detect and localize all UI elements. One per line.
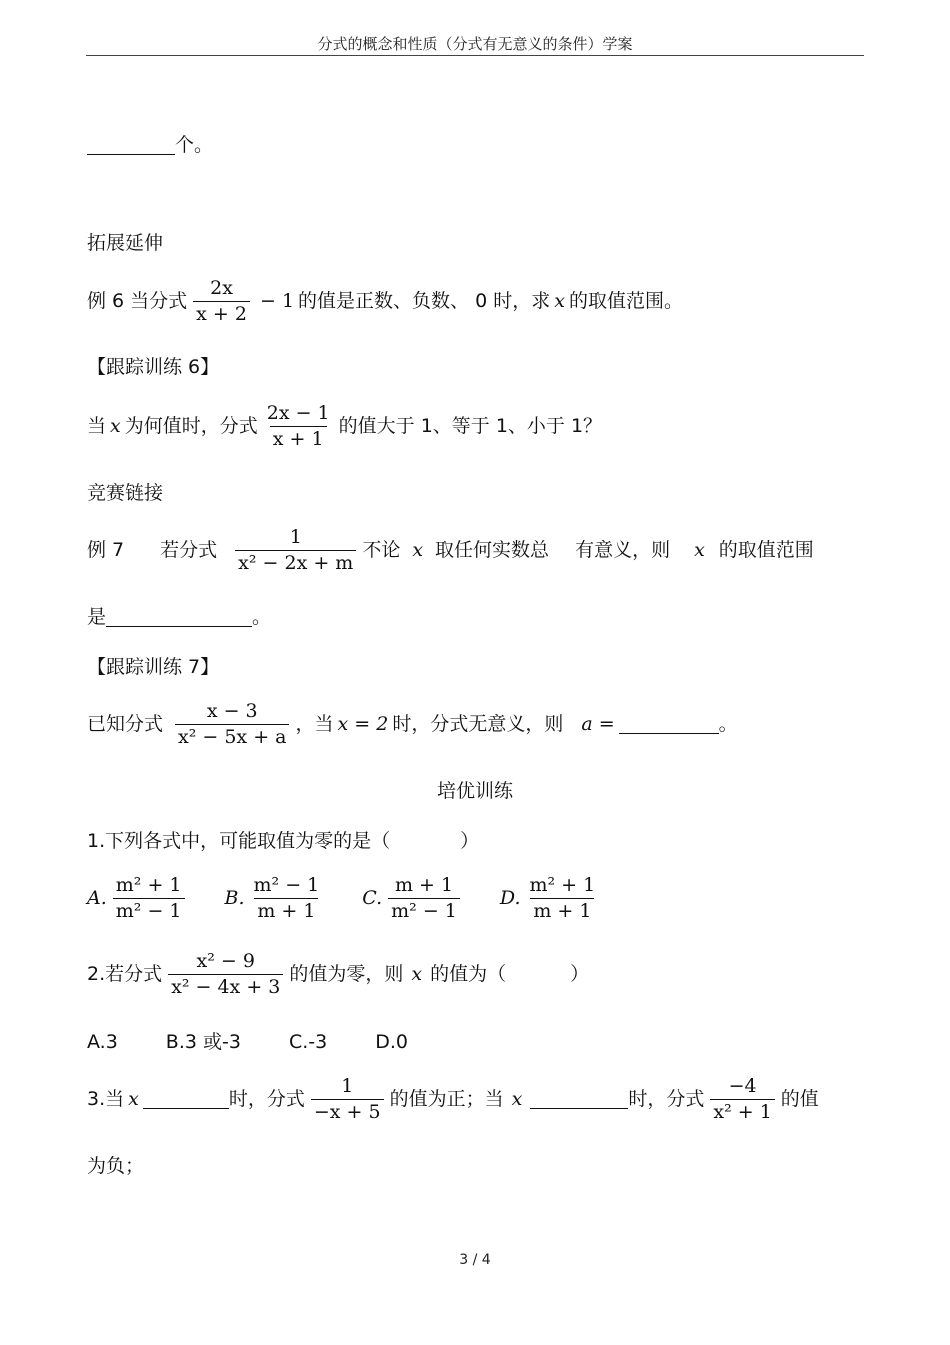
question-text: 的取值范围 [718, 539, 814, 561]
question-3 [87, 1077, 819, 1122]
fraction-denominator: m + 1 [530, 898, 594, 921]
example-6-text-end: 的取值范围。 [568, 290, 683, 312]
fraction-denominator: x² − 2x + m [235, 550, 356, 573]
example-6-text: 的值是正数、负数、 0 时，求 [298, 290, 551, 312]
question-text: 2.若分式 [87, 963, 163, 985]
question-2-fraction [168, 952, 283, 997]
example-6 [87, 279, 683, 324]
carryover-text: 个。 [175, 134, 214, 156]
question-text: 为何值时，分式 [124, 415, 258, 437]
fraction-numerator: m² − 1 [253, 874, 320, 896]
fraction-denominator: x² − 4x + 3 [168, 974, 283, 997]
example-7 [87, 528, 814, 573]
example-7-fraction [235, 528, 356, 573]
option-label: C. [362, 887, 383, 909]
choice-blank[interactable] [506, 966, 570, 984]
option-label: D. [499, 887, 521, 909]
option-d[interactable] [500, 876, 604, 921]
answer-blank[interactable] [106, 608, 252, 627]
question-text: 时，分式 [228, 1088, 305, 1110]
question-text: ） [460, 830, 480, 852]
variable-x: x [554, 290, 565, 312]
option-b[interactable] [225, 876, 329, 921]
question-3-fraction-1 [311, 1077, 384, 1122]
fraction-denominator: −x + 5 [311, 1099, 384, 1122]
question-text: ） [570, 963, 590, 985]
question-text: 不论 [362, 539, 401, 561]
fraction-denominator: x + 1 [270, 426, 327, 449]
training-7-title: 【跟踪训练 7】 [87, 656, 220, 678]
question-text: 。 [718, 713, 738, 735]
question-text: 有意义，则 [575, 539, 671, 561]
question-text: 的值为零，则 [289, 963, 404, 985]
question-1-options [87, 876, 638, 921]
answer-blank[interactable] [87, 136, 175, 155]
option-label: B. [224, 887, 245, 909]
variable-x: x [412, 539, 424, 561]
question-3-fraction-2 [710, 1077, 774, 1122]
variable-x: x [511, 1088, 523, 1110]
training-7-question [87, 702, 738, 747]
option-label: A. [87, 887, 107, 909]
example-7-continued [87, 608, 271, 627]
variable-x: x [110, 415, 121, 437]
option-b[interactable]: B.3 或-3 [165, 1031, 241, 1053]
example-7-label: 例 7 [87, 539, 125, 561]
minus-one: − 1 [259, 290, 295, 312]
question-text: 的值为（ [430, 963, 507, 985]
question-text: 时，分式 [628, 1088, 705, 1110]
training-7-fraction [175, 702, 289, 747]
option-c[interactable] [362, 876, 466, 921]
fraction-numerator: −4 [728, 1075, 757, 1097]
question-text: 的值大于 1、等于 1、小于 1？ [338, 415, 603, 437]
training-6-question [87, 404, 602, 449]
question-text: 已知分式 [87, 713, 164, 735]
fraction-numerator: x² − 9 [196, 950, 255, 972]
question-2-options [87, 1033, 408, 1052]
variable-x: x [128, 1088, 139, 1110]
option-fraction [113, 876, 185, 921]
fraction-numerator: x − 3 [206, 700, 258, 722]
question-text: 是 [87, 606, 107, 628]
answer-blank[interactable] [530, 1090, 628, 1109]
page-header: 分式的概念和性质（分式有无意义的条件）学案 [317, 35, 633, 53]
question-2 [87, 952, 589, 997]
option-d[interactable]: D.0 [375, 1031, 408, 1053]
training-6-title: 【跟踪训练 6】 [87, 356, 220, 378]
option-fraction [251, 876, 323, 921]
question-text: 时，分式无意义，则 [392, 713, 564, 735]
question-text: 3.当 [87, 1088, 125, 1110]
fraction-denominator: m² − 1 [113, 898, 185, 921]
fraction-numerator: m² + 1 [529, 874, 596, 896]
question-text: 取任何实数总 [435, 539, 550, 561]
fraction-numerator: 1 [341, 1075, 354, 1097]
fraction-numerator: 2x − 1 [266, 402, 330, 424]
option-a[interactable]: A.3 [87, 1031, 118, 1053]
fraction-denominator: x + 2 [193, 301, 250, 324]
option-c[interactable]: C.-3 [288, 1031, 328, 1053]
section-title-contest: 竞赛链接 [87, 482, 164, 504]
fraction-numerator: m² + 1 [115, 874, 182, 896]
condition-expression: x = 2 [337, 713, 389, 735]
question-text: 若分式 [160, 539, 218, 561]
section-title-extend: 拓展延伸 [87, 232, 164, 254]
option-fraction [527, 876, 599, 921]
question-3-continued: 为负； [87, 1155, 145, 1177]
option-fraction [388, 876, 460, 921]
training-6-fraction [264, 404, 333, 449]
question-1 [87, 832, 479, 851]
variable-a: a = [581, 713, 615, 735]
fraction-denominator: x² + 1 [710, 1099, 774, 1122]
fraction-numerator: 1 [289, 526, 302, 548]
example-6-fraction [193, 279, 250, 324]
answer-blank[interactable] [619, 715, 719, 734]
choice-blank[interactable] [390, 833, 460, 851]
option-a[interactable] [87, 876, 191, 921]
header-divider [86, 55, 864, 56]
answer-blank[interactable] [143, 1090, 229, 1109]
question-text: 当 [87, 415, 107, 437]
question-text: 。 [252, 606, 272, 628]
example-6-label: 例 6 当分式 [87, 290, 188, 312]
carryover-line [87, 136, 213, 155]
question-text: ，当 [295, 713, 334, 735]
fraction-denominator: m² − 1 [388, 898, 460, 921]
variable-x: x [694, 539, 705, 561]
question-text: 的值为正；当 [389, 1088, 504, 1110]
fraction-numerator: 2x [210, 277, 233, 299]
fraction-numerator: m + 1 [394, 874, 454, 896]
question-text: 的值 [780, 1088, 819, 1110]
question-text: 1.下列各式中，可能取值为零的是（ [87, 830, 391, 852]
page-number: 3 / 4 [459, 1252, 491, 1268]
fraction-denominator: m + 1 [254, 898, 318, 921]
fraction-denominator: x² − 5x + a [175, 724, 289, 747]
variable-x: x [411, 963, 423, 985]
section-title-excel: 培优训练 [436, 780, 513, 802]
